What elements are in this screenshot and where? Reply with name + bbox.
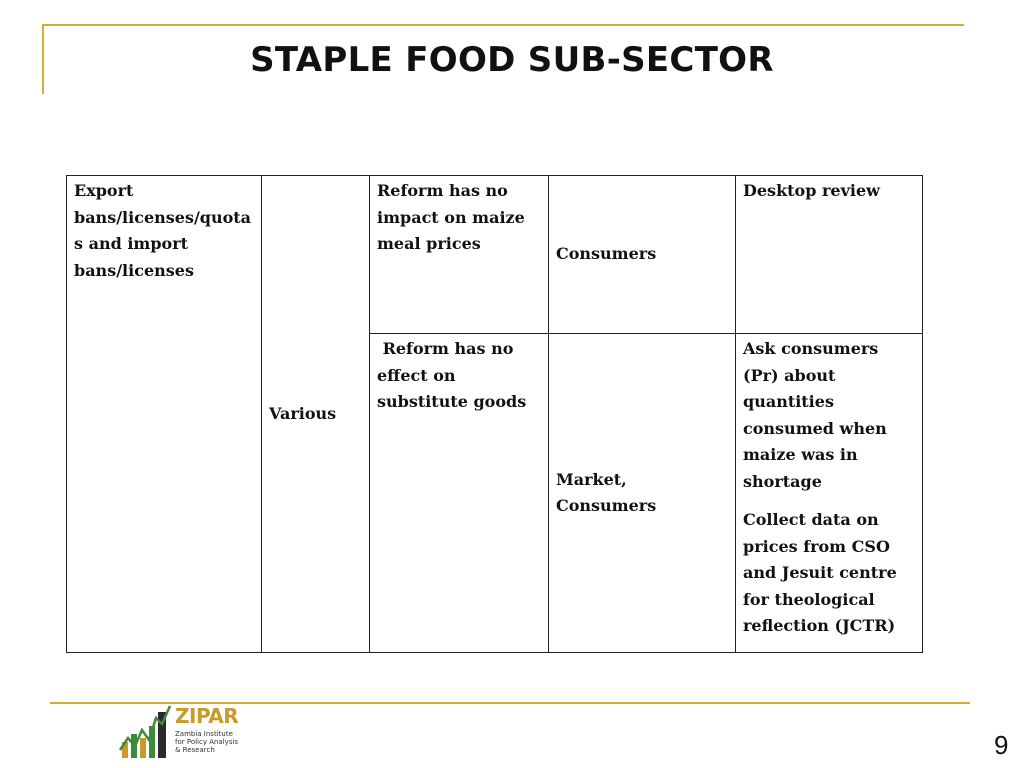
reform-cell: Export bans/licenses/quotas and import bans/licenses	[67, 176, 262, 653]
zipar-logo	[118, 704, 238, 766]
hypothesis-cell: Reform has no impact on maize meal prices	[370, 176, 549, 334]
logo-name: ZIPAR	[175, 704, 239, 728]
actor-cell: Various	[262, 176, 370, 653]
method-text: Collect data on prices from CSO and Jesuit centre for theological reflection (JCTR)	[743, 510, 897, 635]
stakeholder-cell: Market, Consumers	[549, 334, 736, 653]
logo-subtitle: Zambia Institute for Policy Analysis & Research	[175, 730, 239, 754]
page-number: 9	[994, 730, 1009, 760]
zipar-emblem-icon	[118, 704, 174, 762]
table-row	[67, 176, 923, 334]
method-cell	[736, 334, 923, 653]
stakeholder-cell: Consumers	[549, 176, 736, 334]
hypothesis-cell: Reform has no effect on substitute goods	[370, 334, 549, 653]
top-divider	[42, 24, 964, 26]
slide-title: STAPLE FOOD SUB-SECTOR	[250, 40, 774, 80]
method-text: Ask consumers (Pr) about quantities consumed when maize was in shortage	[743, 339, 887, 491]
reform-table	[66, 175, 923, 653]
method-cell	[736, 176, 923, 334]
method-text: Desktop review	[743, 181, 880, 200]
